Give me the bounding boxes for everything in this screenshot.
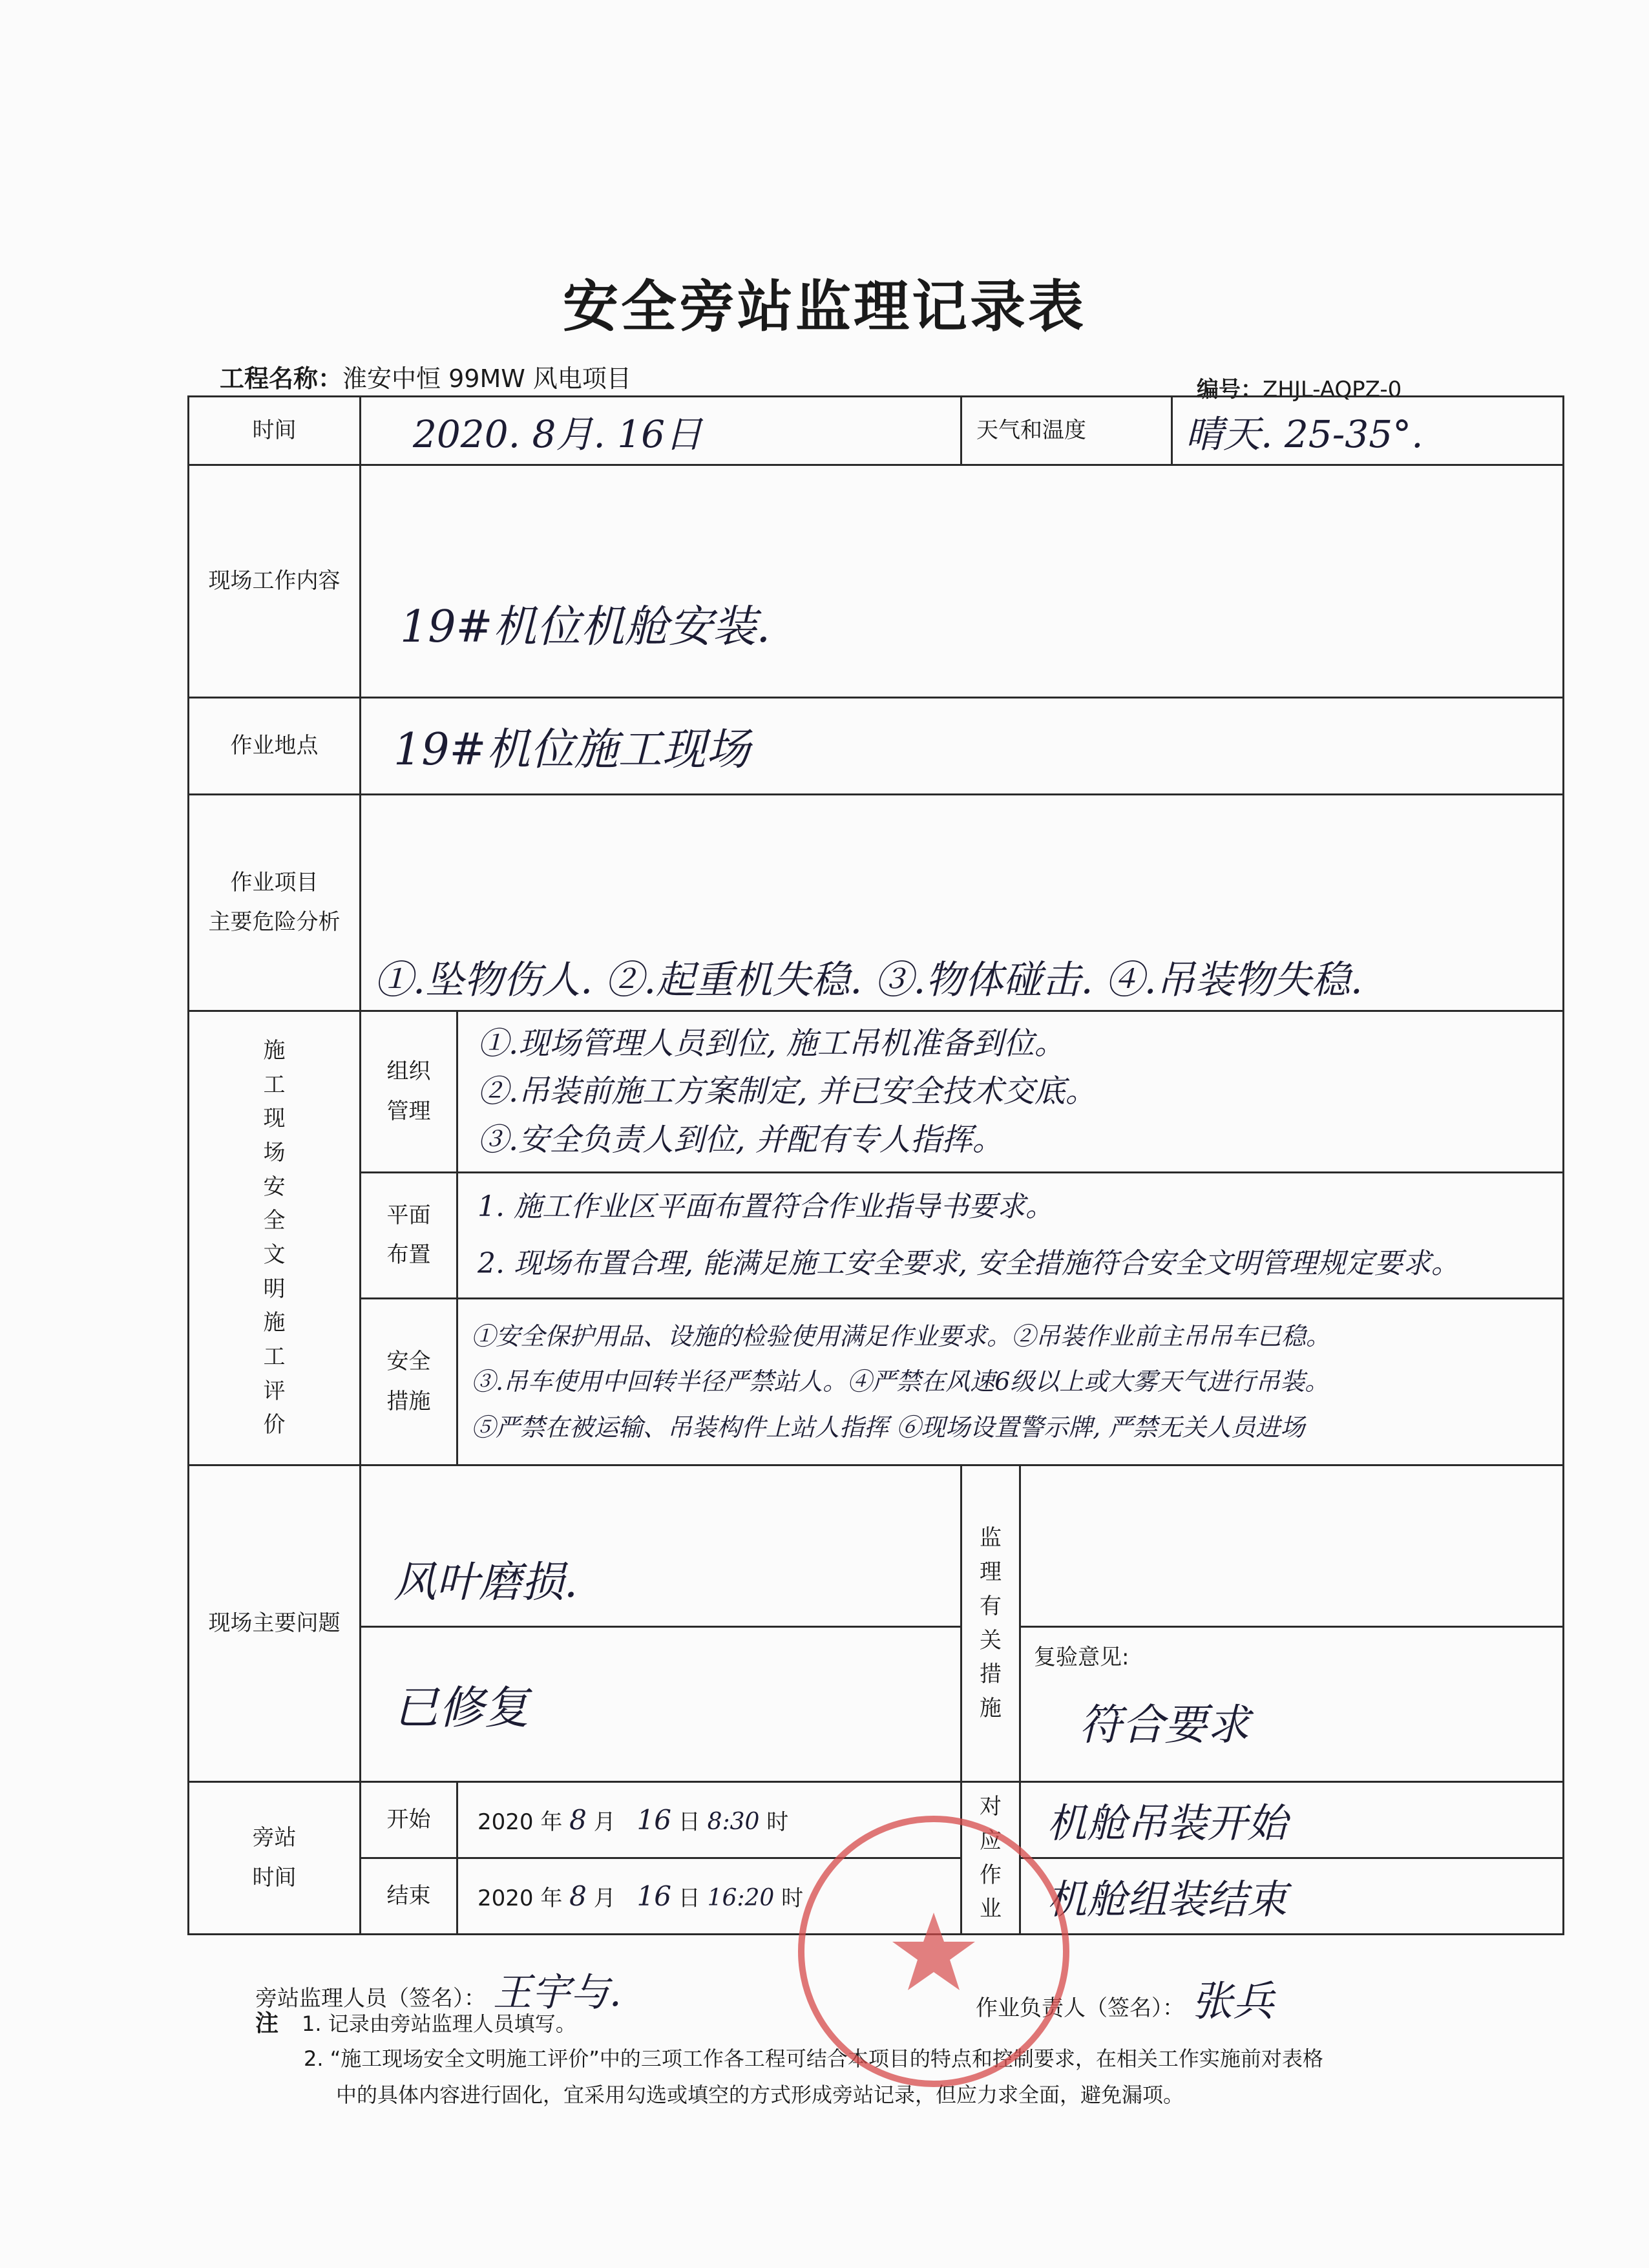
page-title: 安全旁站监理记录表 [563, 275, 1086, 339]
time-value: 2020. 8月. 16日 [413, 412, 703, 456]
serial-number-label: 编号： [1197, 377, 1263, 403]
note-2-line-1: 2. “施工现场安全文明施工评价”中的三项工作各工程可结合本项目的特点和控制要求，在相关工作实施前对表格 [304, 2046, 1323, 2071]
safety-line-1: ①安全保护用品、设施的检验使用满足作业要求。②吊装作业前主吊吊车已稳。 [471, 1322, 1331, 1351]
start-day: 16 [636, 1804, 671, 1836]
project-name-value: 淮安中恒 99MW 风电项目 [342, 364, 631, 393]
weather-value: 晴天. 25-35°. [1186, 412, 1423, 456]
work-content-cell[interactable] [361, 465, 1564, 698]
location-cell[interactable] [361, 698, 1564, 795]
time-value-cell[interactable] [361, 397, 961, 465]
main-issue-value: 风叶磨损. [394, 1557, 578, 1607]
hazard-analysis-label [189, 795, 361, 1011]
hazard-analysis-value: ①.坠物伤人. ②.起重机失稳. ③.物体碰击. ④.吊装物失稳. [374, 958, 1363, 1003]
organization-line-1: ①.现场管理人员到位, 施工吊机准备到位。 [478, 1025, 1066, 1062]
project-name-label: 工程名称： [220, 364, 343, 393]
issue-resolution-value: 已修复 [394, 1681, 529, 1734]
organization-content[interactable] [457, 1011, 1564, 1173]
location-label: 作业地点 [189, 698, 361, 795]
safety-measures-label: 安全 措施 [361, 1299, 457, 1465]
notes-block [255, 2003, 576, 2044]
corresponding-work-label: 对 应 作 业 [961, 1782, 1020, 1935]
site-evaluation-label: 施 工 现 场 安 全 文 明 施 工 评 价 [189, 1011, 361, 1465]
main-issues-label: 现场主要问题 [189, 1465, 361, 1782]
manager-signature: 张兵 [1191, 1978, 1274, 2026]
supervisor-signature-label: 旁站监理人员（签名）： [255, 1986, 486, 2011]
layout-content[interactable] [457, 1173, 1564, 1299]
recheck-label: 复验意见: [1034, 1644, 1129, 1670]
work-content-label: 现场工作内容 [189, 465, 361, 698]
start-task-value: 机舱吊装开始 [1047, 1800, 1288, 1847]
standby-time-label: 旁站 时间 [189, 1782, 361, 1935]
note-1: 1. 记录由旁站监理人员填写。 [302, 2011, 576, 2036]
notes-marker: 注 [255, 2010, 279, 2037]
end-time-cell[interactable]: 2020 年 8 月 16 日 16:20 时 [457, 1858, 961, 1935]
layout-label: 平面 布置 [361, 1173, 457, 1299]
hazard-analysis-cell[interactable] [361, 795, 1564, 1011]
start-hour: 8:30 [707, 1809, 760, 1835]
work-content-value: 19#机位机舱安装. [400, 602, 771, 653]
organization-label: 组织 管理 [361, 1011, 457, 1173]
main-issue-cell[interactable] [361, 1465, 961, 1627]
layout-line-2: 2. 现场布置合理, 能满足施工安全要求, 安全措施符合安全文明管理规定要求。 [478, 1247, 1460, 1280]
manager-signature-row [976, 1968, 1274, 2028]
end-day: 16 [636, 1880, 671, 1912]
safety-line-3: ⑤严禁在被运输、吊装构件上站人指挥 ⑥现场设置警示牌, 严禁无关人员进场 [471, 1412, 1305, 1442]
end-label: 结束 [361, 1858, 457, 1935]
start-task-cell[interactable] [1020, 1782, 1564, 1858]
hazard-label-line2: 主要危险分析 [208, 909, 341, 935]
weather-label: 天气和温度 [961, 397, 1172, 465]
recheck-value: 符合要求 [1079, 1700, 1250, 1750]
end-month: 8 [569, 1880, 587, 1912]
supervision-measures-label: 监 理 有 关 措 施 [961, 1465, 1020, 1782]
hazard-label-line1: 作业项目 [230, 869, 319, 896]
weather-value-cell[interactable] [1172, 397, 1564, 465]
organization-line-2: ②.吊装前施工方案制定, 并已安全技术交底。 [478, 1073, 1097, 1110]
manager-signature-label: 作业负责人（签名）： [976, 1995, 1184, 2021]
start-month: 8 [569, 1804, 587, 1836]
end-task-value: 机舱组装结束 [1047, 1876, 1288, 1923]
organization-line-3: ③.安全负责人到位, 并配有专人指挥。 [478, 1121, 1003, 1158]
recheck-cell[interactable] [1020, 1627, 1564, 1782]
layout-line-1: 1. 施工作业区平面布置符合作业指导书要求。 [478, 1190, 1054, 1223]
note-2-line-2: 中的具体内容进行固化，宜采用勾选或填空的方式形成旁站记录，但应力求全面，避免漏项。 [336, 2083, 1184, 2107]
end-task-cell[interactable] [1020, 1858, 1564, 1935]
supervision-form-table [187, 395, 1564, 1935]
project-name-row [220, 359, 631, 394]
supervision-measures-cell[interactable] [1020, 1465, 1564, 1627]
serial-number-value: ZHJL-AQPZ-0 [1263, 377, 1402, 403]
start-label: 开始 [361, 1782, 457, 1858]
issue-resolution-cell[interactable] [361, 1627, 961, 1782]
time-label: 时间 [189, 397, 361, 465]
location-value: 19#机位施工现场 [394, 724, 750, 775]
safety-line-2: ③.吊车使用中回转半径严禁站人。④严禁在风速6级以上或大雾天气进行吊装。 [471, 1367, 1330, 1396]
start-time-cell[interactable]: 2020 年 8 月 16 日 8:30 时 [457, 1782, 961, 1858]
supervisor-signature: 王宇与. [492, 1970, 622, 2015]
note-2 [304, 2041, 1570, 2113]
safety-measures-content[interactable] [457, 1299, 1564, 1465]
end-hour: 16:20 [707, 1885, 775, 1911]
